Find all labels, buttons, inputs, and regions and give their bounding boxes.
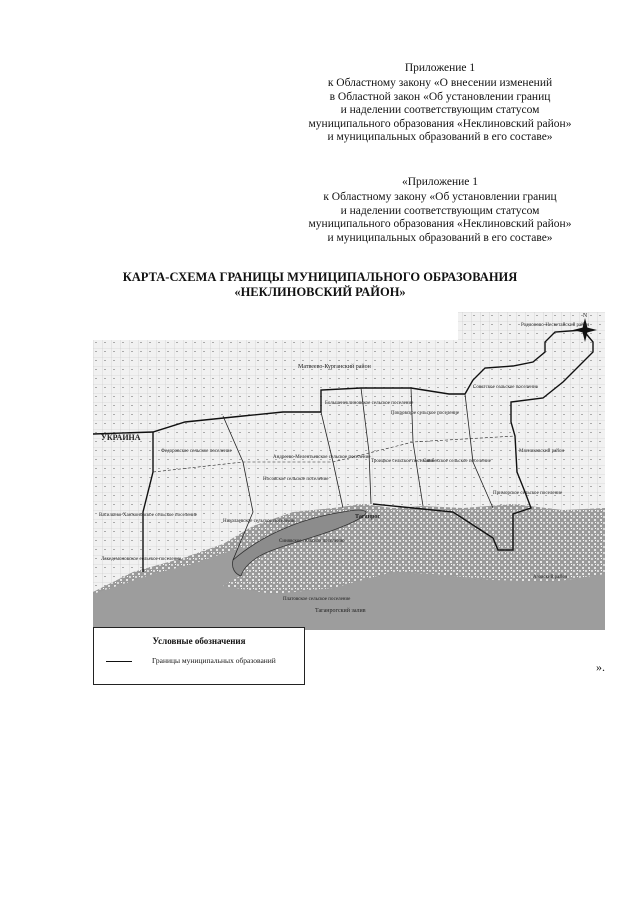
map-legend	[93, 627, 305, 685]
map-label-pokrovskoe: Покровское сельское поселение	[391, 411, 460, 416]
district-map	[93, 312, 605, 630]
map-label-nosovskoe: Носовское сельское поселение	[263, 477, 329, 482]
map-label-rodionovo: Родионово-Несветайский район	[521, 323, 590, 328]
map-label-lakedemon: Лакедемоновское сельское поселение	[101, 557, 182, 562]
legend-title: Условные обозначения	[152, 636, 246, 646]
map-label-sinyavskoe: Синявское сельское поселение	[279, 539, 345, 544]
map-label-tsaplinskoe: Платовское сельское поселение	[283, 597, 351, 602]
title-line-2: «НЕКЛИНОВСКИЙ РАЙОН»	[234, 285, 406, 299]
map-label-myasnikovsky: Мясниковский район	[519, 449, 565, 454]
map-label-kalinin: Большенеклиновское сельское поселение	[325, 401, 414, 406]
map-label-azov: Азовский район	[533, 575, 568, 580]
svg-text:N: N	[582, 313, 588, 319]
appendix-2-line: и наделении соответствующим статусом	[340, 204, 540, 217]
appendix-1-heading: Приложение 1	[404, 62, 476, 74]
appendix-2-heading: «Приложение 1	[401, 176, 479, 188]
district-map-svg	[93, 312, 605, 630]
appendix-1-line: к Областному закону «О внесении изменений	[327, 77, 553, 90]
map-label-andreevo: Андреево-Мелентьевское сельское поселение	[273, 455, 371, 460]
map-label-taganrog: Таганрог	[355, 514, 381, 520]
appendix-2-block	[260, 176, 620, 245]
title-line-1: КАРТА-СХЕМА ГРАНИЦЫ МУНИЦИПАЛЬНОГО ОБРАЗОВАНИЯ	[122, 270, 518, 284]
appendix-1-line: и муниципальных образований в его составе»	[327, 131, 553, 144]
map-label-vasilevo: Васильево-Ханжоновское сельское поселение	[99, 513, 197, 518]
map-label-troitskoe: Троицкое сельское поселение	[371, 459, 435, 464]
map-label-nikolaevskoe: Николаевское сельское поселение	[223, 519, 296, 524]
map-label-sovetskoe: Советское сельское поселение	[473, 385, 538, 390]
appendix-1-line: муниципального образования «Неклиновский район»	[308, 117, 572, 130]
map-label-matveev: Матвеево-Курганский район	[298, 364, 371, 370]
appendix-1-block	[260, 62, 620, 144]
map-label-ukraine: УКРАИНА	[101, 433, 141, 442]
appendix-2-line: муниципального образования «Неклиновский район»	[308, 218, 572, 231]
appendix-2-line: к Областному закону «Об установлении границ	[323, 191, 557, 204]
legend-boundary-line	[106, 661, 132, 662]
map-label-sambek: Самбекское сельское поселение	[423, 459, 491, 464]
map-label-fedorovskoe: Федоровское сельское поселение	[161, 449, 232, 454]
map-label-primorskoe: Приморское сельское поселение	[493, 491, 563, 496]
appendix-1-line: и наделении соответствующим статусом	[340, 104, 540, 117]
map-label-sea: Таганрогский залив	[315, 608, 366, 614]
appendix-2-line: и муниципальных образований в его составе»	[327, 231, 553, 244]
appendix-1-line: в Областной закон «Об установлении границ	[329, 90, 551, 103]
closing-quote: ».	[596, 660, 605, 674]
legend-boundary-label: Границы муниципальных образований	[152, 656, 276, 665]
document-title	[60, 270, 580, 300]
